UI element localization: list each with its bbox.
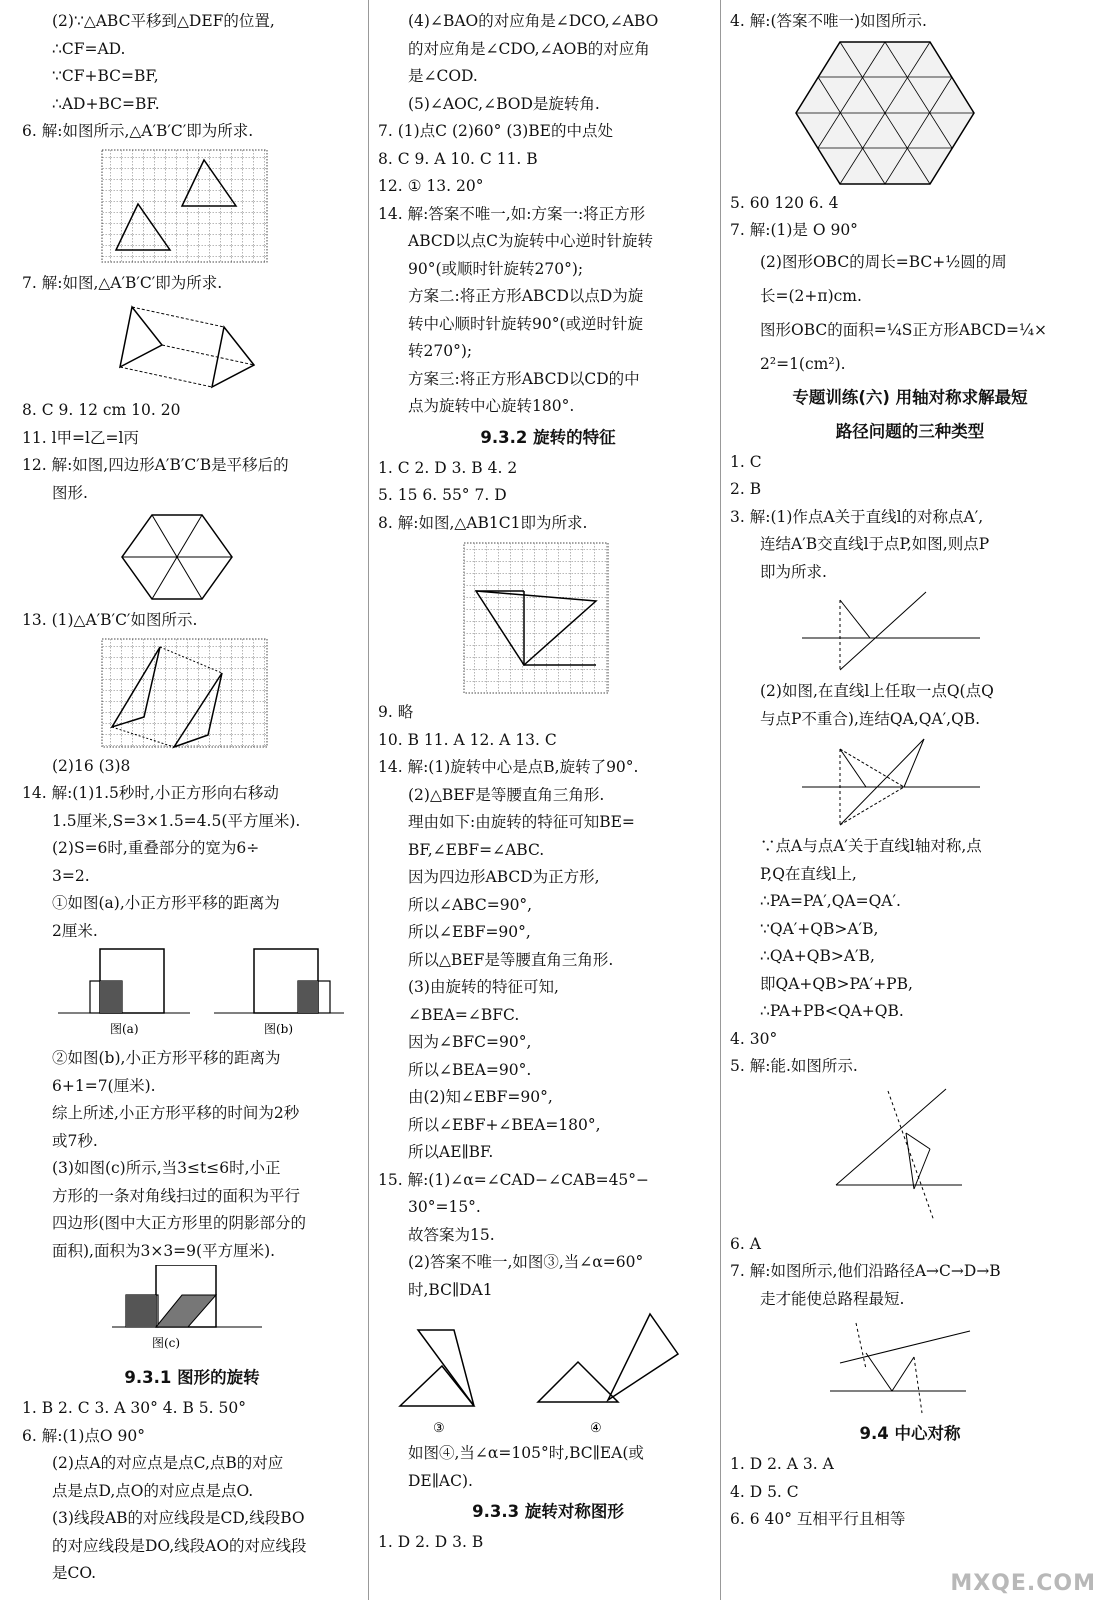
shortest-path-figure-2 bbox=[730, 733, 1090, 833]
text-line: 5. 15 6. 55° 7. D bbox=[378, 486, 507, 504]
text-line: 图形. bbox=[52, 483, 88, 502]
text-line: (5)∠AOC,∠BOD是旋转角. bbox=[408, 94, 600, 113]
text-line: 方案三:将正方形ABCD以CD的中 bbox=[408, 369, 640, 388]
figure-caption-a: 图(a) bbox=[110, 1022, 139, 1036]
text-line: 转中心顺时针旋转90°(或逆时针旋 bbox=[408, 314, 644, 333]
text-line: 长=(2+π)cm. bbox=[760, 286, 862, 305]
text-line: 5. 解:能.如图所示. bbox=[730, 1057, 858, 1075]
text-line: 即为所求. bbox=[760, 562, 827, 581]
text-line: 理由如下:由旋转的特征可知BE= bbox=[408, 813, 635, 831]
text-line: 由(2)知∠EBF=90°, bbox=[408, 1088, 553, 1106]
text-line: (2)∵△ABC平移到△DEF的位置, bbox=[52, 12, 275, 30]
column-2 bbox=[378, 8, 718, 1557]
text-line: 的对应角是∠CDO,∠AOB的对应角 bbox=[408, 39, 650, 58]
text-line: 1. C 2. D 3. B 4. 2 bbox=[378, 458, 518, 477]
section-heading-9-3-2: 9.3.2 旋转的特征 bbox=[480, 427, 616, 447]
text-line: ∴PA+PB<QA+QB. bbox=[760, 1002, 904, 1020]
grid-triangle-figure bbox=[22, 146, 362, 270]
text-line: 所以∠BEA=90°. bbox=[408, 1060, 532, 1079]
text-line: 6. 6 40° 互相平行且相等 bbox=[730, 1510, 906, 1528]
text-line: (2)答案不唯一,如图③,当∠α=60° bbox=[408, 1253, 644, 1271]
column-1 bbox=[22, 8, 362, 1588]
text-line: 8. C 9. A 10. C 11. B bbox=[378, 149, 538, 168]
text-line: DE∥AC). bbox=[408, 1471, 473, 1490]
text-line: 图形OBC的面积=¼S正方形ABCD=¼× bbox=[760, 320, 1048, 339]
text-line: 4. 30° bbox=[730, 1029, 778, 1048]
text-line: 或7秒. bbox=[52, 1131, 98, 1150]
text-line: ①如图(a),小正方形平移的距离为 bbox=[52, 894, 280, 912]
text-line: 如图④,当∠α=105°时,BC∥EA(或 bbox=[408, 1444, 644, 1462]
text-line: (2)16 (3)8 bbox=[52, 756, 131, 775]
set-square-figures bbox=[378, 1304, 718, 1440]
text-line: 因为四边形ABCD为正方形, bbox=[408, 868, 600, 886]
text-line: (2)图形OBC的周长=BC+½圆的周 bbox=[760, 252, 1007, 271]
text-line: 1. D 2. A 3. A bbox=[730, 1455, 834, 1473]
text-line: 是CO. bbox=[52, 1564, 97, 1582]
column-3 bbox=[730, 8, 1090, 1534]
text-line: 2. B bbox=[730, 480, 762, 498]
translated-triangle-figure bbox=[22, 297, 362, 397]
figure-caption-b: 图(b) bbox=[264, 1022, 294, 1036]
shortest-path-figure-1 bbox=[730, 586, 1090, 678]
text-line: 14. 解:(1)1.5秒时,小正方形向右移动 bbox=[22, 784, 279, 802]
text-line: ∴PA=PA′,QA=QA′. bbox=[760, 892, 901, 910]
section-heading-special-2: 路径问题的三种类型 bbox=[835, 421, 985, 441]
text-line: 点为旋转中心旋转180°. bbox=[408, 397, 575, 415]
text-line: (2)S=6时,重叠部分的宽为6÷ bbox=[52, 839, 260, 857]
text-line: 7. 解:(1)是 O 90° bbox=[730, 221, 858, 239]
text-line: 6+1=7(厘米). bbox=[52, 1076, 156, 1095]
text-line: 时,BC∥DA1 bbox=[408, 1280, 493, 1299]
text-line: 点是点D,点O的对应点是点O. bbox=[52, 1481, 254, 1500]
text-line: 14. 解:(1)旋转中心是点B,旋转了90°. bbox=[378, 758, 639, 776]
text-line: P,Q在直线l上, bbox=[760, 864, 857, 883]
column-divider-1 bbox=[368, 0, 369, 1600]
text-line: ABCD以点C为旋转中心逆时针旋转 bbox=[408, 232, 654, 250]
squares-figure-c bbox=[22, 1265, 362, 1361]
text-line: 所以AE∥BF. bbox=[408, 1143, 494, 1161]
text-line: 走才能使总路程最短. bbox=[760, 1289, 905, 1308]
text-line: 10. B 11. A 12. A 13. C bbox=[378, 730, 557, 749]
text-line: 1. D 2. D 3. B bbox=[378, 1533, 484, 1551]
text-line: 连结A′B交直线l于点P,如图,则点P bbox=[760, 535, 990, 553]
text-line: 6. 解:(1)点O 90° bbox=[22, 1426, 146, 1445]
text-line: ∴AD+BC=BF. bbox=[52, 94, 160, 113]
rotation-grid-figure bbox=[378, 537, 718, 699]
text-line: 即QA+QB>PA′+PB, bbox=[760, 974, 913, 993]
river-path-figure bbox=[730, 1313, 1090, 1417]
text-line: 1. C bbox=[730, 452, 762, 471]
triangular-grid-hexagon-figure bbox=[730, 36, 1090, 190]
text-line: 3. 解:(1)作点A关于直线l的对称点A′, bbox=[730, 507, 984, 526]
text-line: 14. 解:答案不唯一,如:方案一:将正方形 bbox=[378, 204, 646, 223]
text-line: 30°=15°. bbox=[408, 1198, 481, 1216]
text-line: 7. 解:如图,△A′B′C′即为所求. bbox=[22, 273, 223, 292]
section-heading-9-4: 9.4 中心对称 bbox=[859, 1424, 961, 1443]
text-line: 因为∠BFC=90°, bbox=[408, 1033, 532, 1051]
grid-parallel-figure bbox=[22, 635, 362, 753]
text-line: 转270°); bbox=[408, 342, 473, 360]
text-line: 4. 解:(答案不唯一)如图所示. bbox=[730, 12, 927, 30]
figure-label-3: ③ bbox=[433, 1421, 445, 1436]
figure-label-4: ④ bbox=[590, 1421, 602, 1436]
text-line: 5. 60 120 6. 4 bbox=[730, 193, 839, 212]
text-line: 方案二:将正方形ABCD以点D为旋 bbox=[408, 287, 644, 305]
watermark: MXQE.COM bbox=[950, 1571, 1096, 1596]
section-heading-special-1: 专题训练(六) 用轴对称求解最短 bbox=[792, 387, 1028, 407]
text-line: 综上所述,小正方形平移的时间为2秒 bbox=[52, 1104, 300, 1122]
text-line: 12. 解:如图,四边形A′B′C′B是平移后的 bbox=[22, 456, 289, 474]
text-line: (3)如图(c)所示,当3≤t≤6时,小正 bbox=[52, 1159, 281, 1177]
text-line: 2²=1(cm²). bbox=[760, 354, 846, 373]
text-line: (2)如图,在直线l上任取一点Q(点Q bbox=[760, 682, 994, 700]
text-line: 9. 略 bbox=[378, 703, 414, 721]
text-line: 4. D 5. C bbox=[730, 1482, 799, 1501]
text-line: 13. (1)△A′B′C′如图所示. bbox=[22, 611, 198, 629]
text-line: 1.5厘米,S=3×1.5=4.5(平方厘米). bbox=[52, 811, 301, 830]
text-line: 11. l甲=l乙=l丙 bbox=[22, 428, 139, 447]
text-line: 6. A bbox=[730, 1234, 761, 1253]
squares-figure-ab bbox=[22, 945, 362, 1045]
text-line: 1. B 2. C 3. A 30° 4. B 5. 50° bbox=[22, 1399, 246, 1417]
text-line: (4)∠BAO的对应角是∠DCO,∠ABO bbox=[408, 12, 659, 30]
text-line: 所以∠EBF=90°, bbox=[408, 923, 531, 941]
text-line: 是∠COD. bbox=[408, 67, 478, 85]
text-line: 面积),面积为3×3=9(平方厘米). bbox=[52, 1241, 276, 1260]
text-line: 所以∠EBF+∠BEA=180°, bbox=[408, 1115, 601, 1134]
text-line: 90°(或顺时针旋转270°); bbox=[408, 259, 584, 278]
angle-reflection-figure bbox=[730, 1081, 1090, 1231]
text-line: ∠BEA=∠BFC. bbox=[408, 1005, 520, 1024]
section-heading-9-3-1: 9.3.1 图形的旋转 bbox=[124, 1368, 260, 1387]
text-line: 7. 解:如图所示,他们沿路径A→C→D→B bbox=[730, 1262, 1001, 1280]
text-line: 的对应线段是DO,线段AO的对应线段 bbox=[52, 1536, 307, 1555]
text-line: 8. C 9. 12 cm 10. 20 bbox=[22, 401, 181, 419]
figure-caption-c: 图(c) bbox=[152, 1336, 181, 1350]
text-line: ∴CF=AD. bbox=[52, 39, 126, 58]
text-line: 与点P不重合),连结QA,QA′,QB. bbox=[760, 709, 981, 728]
text-line: ∵CF+BC=BF, bbox=[52, 67, 159, 85]
text-line: 故答案为15. bbox=[408, 1225, 495, 1244]
column-divider-2 bbox=[720, 0, 721, 1600]
text-line: (2)点A的对应点是点C,点B的对应 bbox=[52, 1454, 284, 1472]
text-line: 方形的一条对角线扫过的面积为平行 bbox=[52, 1186, 301, 1205]
text-line: ②如图(b),小正方形平移的距离为 bbox=[52, 1049, 281, 1067]
text-line: 15. 解:(1)∠α=∠CAD−∠CAB=45°− bbox=[378, 1170, 650, 1189]
text-line: (3)由旋转的特征可知, bbox=[408, 978, 559, 996]
text-line: 8. 解:如图,△AB1C1即为所求. bbox=[378, 513, 588, 532]
text-line: ∵QA′+QB>A′B, bbox=[760, 919, 879, 938]
text-line: (3)线段AB的对应线段是CD,线段BO bbox=[52, 1509, 305, 1527]
text-line: 3=2. bbox=[52, 866, 90, 885]
text-line: 2厘米. bbox=[52, 921, 98, 940]
text-line: BF,∠EBF=∠ABC. bbox=[408, 840, 545, 859]
text-line: 7. (1)点C (2)60° (3)BE的中点处 bbox=[378, 122, 613, 140]
section-heading-9-3-3: 9.3.3 旋转对称图形 bbox=[472, 1502, 624, 1521]
text-line: 四边形(图中大正方形里的阴影部分的 bbox=[52, 1214, 307, 1232]
text-line: 6. 解:如图所示,△A′B′C′即为所求. bbox=[22, 122, 254, 140]
text-line: 12. ① 13. 20° bbox=[378, 177, 484, 195]
text-line: 所以∠ABC=90°, bbox=[408, 895, 533, 914]
hexagon-figure bbox=[22, 507, 362, 607]
text-line: ∴QA+QB>A′B, bbox=[760, 947, 875, 965]
text-line: (2)△BEF是等腰直角三角形. bbox=[408, 785, 605, 804]
text-line: ∵点A与点A′关于直线l轴对称,点 bbox=[760, 837, 982, 855]
text-line: 所以△BEF是等腰直角三角形. bbox=[408, 950, 614, 969]
